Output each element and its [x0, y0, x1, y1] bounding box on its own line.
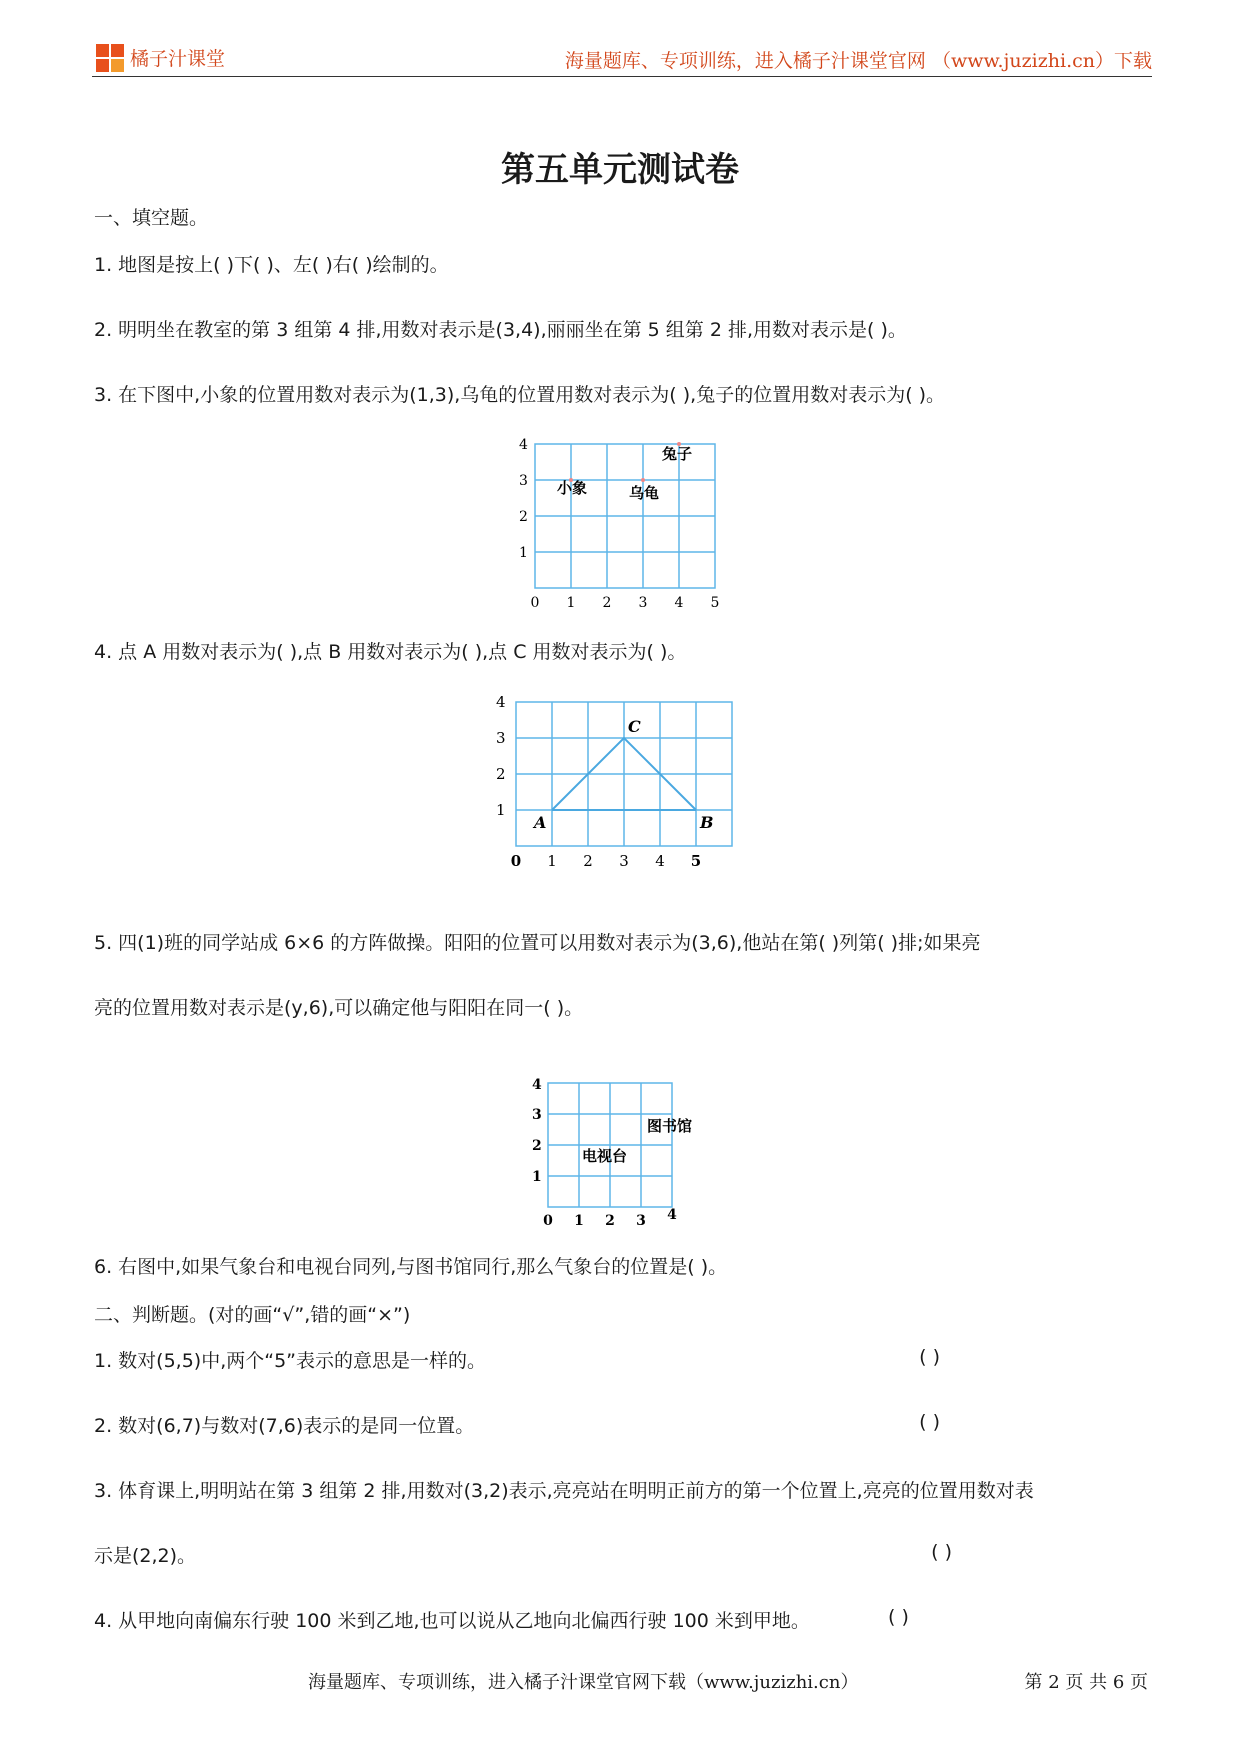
question-2-2: 2. 数对(6,7)与数对(7,6)表示的是同一位置。 — [94, 1415, 475, 1437]
y-tick-3: 3 — [496, 729, 506, 747]
header-link[interactable]: 海量题库、专项训练，进入橘子汁课堂官网 （www.juzizhi.cn）下载 — [564, 50, 1152, 72]
section2-heading: 二、判断题。(对的画“√”,错的画“×”) — [94, 1304, 411, 1326]
x-tick-5: 5 — [710, 595, 720, 611]
brand-logo-icon — [96, 44, 126, 74]
figure-triangle-grid — [490, 690, 750, 870]
point-a-label: A — [534, 813, 547, 832]
answer-paren-2-1: ( ) — [919, 1346, 940, 1368]
y-tick-3: 3 — [519, 473, 528, 489]
x-tick-0: 0 — [530, 595, 540, 611]
question-1-1: 1. 地图是按上( )下( )、左( )右( )绘制的。 — [94, 254, 449, 276]
y-tick-1: 1 — [519, 545, 528, 561]
question-1-3: 3. 在下图中,小象的位置用数对表示为(1,3),乌龟的位置用数对表示为( ),兔子的位置用数对表示为( )。 — [94, 384, 946, 406]
x-tick-4: 4 — [667, 1207, 677, 1223]
x-tick-2: 2 — [583, 852, 593, 870]
y-tick-1: 1 — [496, 801, 506, 819]
rabbit-label: 兔子 — [662, 445, 693, 463]
x-tick-3: 3 — [636, 1213, 646, 1229]
figure-animal-grid — [505, 432, 745, 612]
y-tick-2: 2 — [519, 509, 528, 525]
turtle-point — [641, 478, 645, 482]
y-tick-4: 4 — [519, 437, 528, 453]
x-tick-1: 1 — [566, 595, 576, 611]
x-tick-4: 4 — [655, 852, 665, 870]
x-tick-3: 3 — [619, 852, 629, 870]
y-tick-1: 1 — [532, 1169, 542, 1185]
x-tick-5: 5 — [690, 852, 702, 870]
page-title: 第五单元测试卷 — [501, 150, 739, 190]
point-c-label: C — [628, 717, 641, 736]
x-tick-2: 2 — [605, 1213, 615, 1229]
x-tick-1: 1 — [547, 852, 557, 870]
x-tick-4: 4 — [674, 595, 684, 611]
brand-name: 橘子汁课堂 — [130, 48, 226, 70]
page-number: 第 2 页 共 6 页 — [1024, 1672, 1148, 1693]
answer-paren-2-3: ( ) — [931, 1541, 952, 1563]
question-1-6: 6. 右图中,如果气象台和电视台同列,与图书馆同行,那么气象台的位置是( )。 — [94, 1256, 728, 1278]
y-tick-2: 2 — [532, 1138, 542, 1154]
question-1-2: 2. 明明坐在教室的第 3 组第 4 排,用数对表示是(3,4),丽丽坐在第 5 组第 2 排,用数对表示是( )。 — [94, 319, 907, 341]
question-2-4: 4. 从甲地向南偏东行驶 100 米到乙地,也可以说从乙地向北偏西行驶 100 米到甲地。 — [94, 1610, 810, 1632]
x-tick-3: 3 — [638, 595, 648, 611]
question-2-3-line1: 3. 体育课上,明明站在第 3 组第 2 排,用数对(3,2)表示,亮亮站在明明正前方的第一个位置上,亮亮的位置用数对表 — [94, 1480, 1034, 1502]
y-tick-2: 2 — [496, 765, 506, 783]
question-2-3-line2: 示是(2,2)。 — [94, 1545, 197, 1567]
point-b-label: B — [700, 813, 714, 832]
figure-building-grid — [520, 1075, 710, 1230]
grid-lines — [548, 1083, 672, 1207]
tv-station-label: 电视台 — [582, 1147, 628, 1165]
question-1-5-line2: 亮的位置用数对表示是(y,6),可以确定他与阳阳在同一( )。 — [94, 997, 584, 1019]
answer-paren-2-4: ( ) — [888, 1606, 909, 1628]
header-divider — [92, 76, 1152, 77]
footer-text[interactable]: 海量题库、专项训练，进入橘子汁课堂官网下载（www.juzizhi.cn） — [308, 1672, 859, 1693]
y-tick-3: 3 — [532, 1107, 542, 1123]
grid-lines — [535, 444, 715, 588]
x-tick-2: 2 — [602, 595, 612, 611]
question-2-1: 1. 数对(5,5)中,两个“5”表示的意思是一样的。 — [94, 1350, 487, 1372]
answer-paren-2-2: ( ) — [919, 1411, 940, 1433]
section1-heading: 一、填空题。 — [94, 207, 209, 229]
turtle-label: 乌龟 — [629, 484, 660, 502]
x-tick-1: 1 — [574, 1213, 584, 1229]
y-tick-4: 4 — [496, 693, 506, 711]
library-label: 图书馆 — [647, 1117, 693, 1135]
x-tick-0: 0 — [543, 1213, 553, 1229]
y-tick-4: 4 — [532, 1077, 542, 1093]
question-1-4: 4. 点 A 用数对表示为( ),点 B 用数对表示为( ),点 C 用数对表示为( )。 — [94, 641, 687, 663]
x-tick-0: 0 — [510, 852, 522, 870]
elephant-label: 小象 — [557, 479, 588, 497]
question-1-5-line1: 5. 四(1)班的同学站成 6×6 的方阵做操。阳阳的位置可以用数对表示为(3,6),他站在第( )列第( )排;如果亮 — [94, 932, 981, 954]
